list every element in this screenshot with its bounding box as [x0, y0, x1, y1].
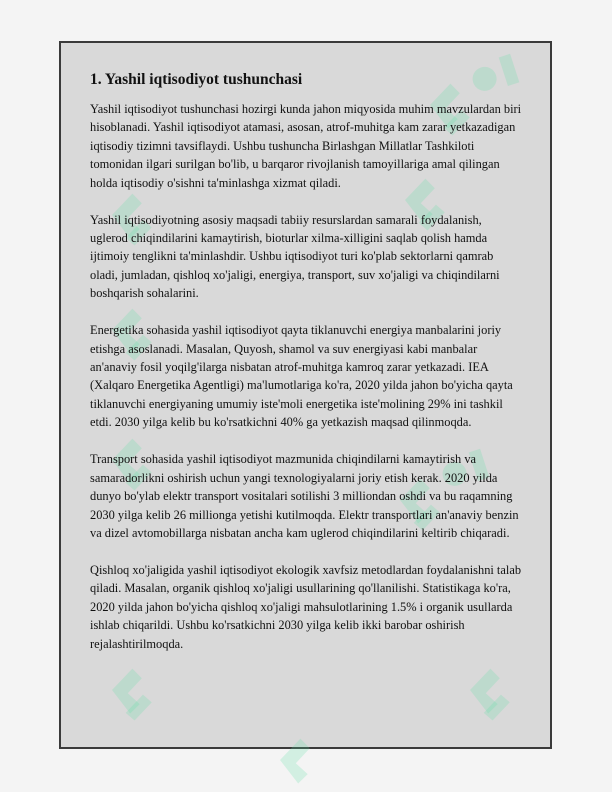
document-body: [90, 70, 522, 672]
paragraph: Energetika sohasida yashil iqtisodiyot qayta tiklanuvchi energiya manbalarini joriy etishga asoslanadi. Masalan, Quyosh, shamol va suv energiyasi kabi manbalar an'anaviy fosil yoqilg'ilarga nisbatan atrof-muhitga kamroq zarar yetkazadi. IEA (Xalqaro Energetika Agentligi) ma'lumotlariga ko'ra, 2020 yilda jahon bo'yicha qayta tiklanuvchi energiyaning umumiy iste'moli energetika iste'molining 29% ini tashkil etdi. 2030 yilga kelib bu ko'rsatkichni 40% ga yetkazish maqsad qilinmoqda.: [90, 323, 513, 430]
paragraph: Transport sohasida yashil iqtisodiyot mazmunida chiqindilarni kamaytirish va samaradorlikni oshirish uchun yangi texnologiyalarni joriy etish kerak. 2020 yilda dunyo bo'ylab elektr transport vositalari sotilishi 3 milliondan oshdi va bu raqamning 2030 yilga kelib 26 millionga yetishi kutilmoqda. Elektr transportlari an'anaviy benzin va dizel avtomobillarga nisbatan ancha kam uglerod chiqindilarini keltirib chiqaradi.: [90, 452, 519, 540]
paragraph: Yashil iqtisodiyotning asosiy maqsadi tabiiy resurslardan samarali foydalanish, uglerod chiqindilarini kamaytirish, bioturlar xilma-xilligini saqlab qolish hamda ijtimoiy tenglikni ta'minlashdir. Ushbu iqtisodiyot turi ko'plab sektorlarni qamrab oladi, jumladan, qishloq xo'jaligi, energiya, transport, suv xo'jaligi va chiqindilarni boshqarish sohalarini.: [90, 212, 500, 301]
paragraph: Qishloq xo'jaligida yashil iqtisodiyot ekologik xavfsiz metodlardan foydalanishni talab qiladi. Masalan, organik qishloq xo'jaligi usullarining qo'llanilishi. Statistikaga ko'ra, 2020 yilda jahon bo'yicha qishloq xo'jaligi mahsulotlarining 1.5% i organik usullarda ishlab chiqarildi. Ushbu ko'rsatkichni 2030 yilga kelib ikki barobar oshirish rejalashtirilmoqda.: [90, 562, 522, 651]
paragraph: Yashil iqtisodiyot tushunchasi hozirgi kunda jahon miqyosida muhim mavzulardan biri hisoblanadi. Yashil iqtisodiyot atamasi, asosan, atrof-muhitga kam zarar yetkazadigan iqtisodiy tizimni tavsiflaydi. Ushbu tushuncha Birlashgan Millatlar Tashkiloti tomonidan ilgari surilgan bo'lib, u barqaror rivojlanish tamoyillariga amal qilingan holda iqtisodiy o'sishni ta'minlashga xizmat qiladi.: [90, 102, 522, 190]
section-heading: 1. Yashil iqtisodiyot tushunchasi: [90, 71, 303, 88]
